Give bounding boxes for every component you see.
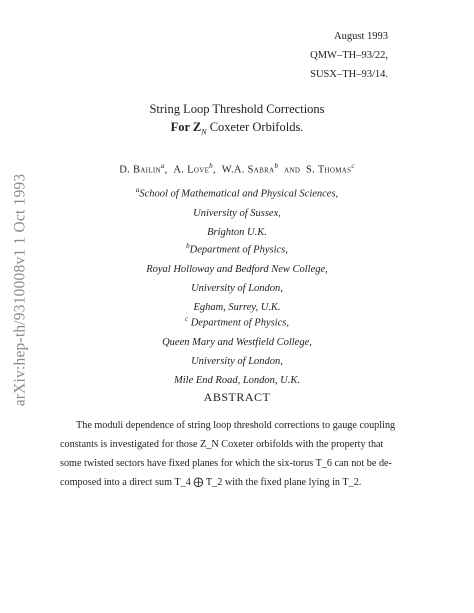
title-line-2-prefix: For Z: [170, 120, 202, 134]
affiliation-text: Department of Physics,: [189, 244, 288, 256]
affiliation-line: Royal Holloway and Bedford New College,: [146, 263, 328, 275]
author-separator: ,: [164, 164, 174, 176]
affiliation-line: Queen Mary and Westfield College,: [162, 336, 312, 348]
abstract-line: some twisted sectors have fixed planes for which the six-torus T_6 can not be de-: [60, 458, 392, 469]
affiliation-text: Department of Physics,: [190, 317, 289, 329]
affiliation-line: Egham, Surrey, U.K.: [193, 301, 281, 313]
report-number-qmw: QMW–TH–93/22,: [310, 50, 388, 61]
title-line-2-rest: Coxeter Orbifolds.: [206, 120, 304, 134]
abstract-line: constants is investigated for those Z_N Coxeter orbifolds with the property that: [60, 439, 384, 450]
author-mark: c: [351, 162, 355, 170]
paper-title: [0, 100, 474, 142]
title-subscript: N: [201, 127, 207, 137]
affiliation-line: Mile End Road, London, U.K.: [174, 374, 300, 386]
author-mark: b: [274, 162, 279, 170]
author-mark: a: [160, 162, 165, 170]
affiliation-line: University of London,: [191, 282, 283, 294]
title-line-1: String Loop Threshold Corrections: [149, 102, 325, 116]
abstract-line: composed into a direct sum T_4 ⨁ T_2 with the fixed plane lying in T_2.: [60, 477, 362, 488]
abstract-line: The moduli dependence of string loop threshold corrections to gauge coupling: [76, 420, 396, 431]
affiliation-text: School of Mathematical and Physical Sciences,: [139, 188, 339, 200]
affiliation-royal-holloway: [0, 237, 474, 317]
affiliation-sussex: [0, 181, 474, 242]
author-name: A. Love: [173, 164, 210, 176]
affiliation-line: [0, 181, 474, 204]
report-number-susx: SUSX–TH–93/14.: [310, 69, 388, 80]
abstract-body: [60, 416, 410, 492]
author-name: W.A. Sabra: [221, 164, 275, 176]
title-line-2: [0, 118, 474, 142]
author-separator: and: [278, 164, 307, 176]
affiliation-line: University of London,: [191, 355, 283, 367]
author-name: D. Bailin: [119, 164, 161, 176]
report-date: August 1993: [334, 31, 388, 42]
affiliation-mark: b: [186, 242, 190, 250]
author-list: [0, 162, 474, 176]
affiliation-mark: c: [184, 315, 189, 323]
affiliation-line: [0, 310, 474, 333]
author-mark: b: [209, 162, 213, 170]
affiliation-line: Brighton U.K.: [207, 226, 267, 238]
affiliation-mark: a: [135, 186, 140, 194]
affiliation-queen-mary: [0, 310, 474, 390]
abstract-heading: ABSTRACT: [203, 390, 271, 404]
author-name: S. Thomas: [306, 164, 352, 176]
arxiv-identifier: arXiv:hep-th/9310008v1 1 Oct 1993: [11, 173, 29, 407]
affiliation-line: [0, 237, 474, 260]
report-number-block: [310, 27, 388, 84]
author-separator: ,: [212, 164, 222, 176]
affiliation-line: University of Sussex,: [193, 207, 281, 219]
